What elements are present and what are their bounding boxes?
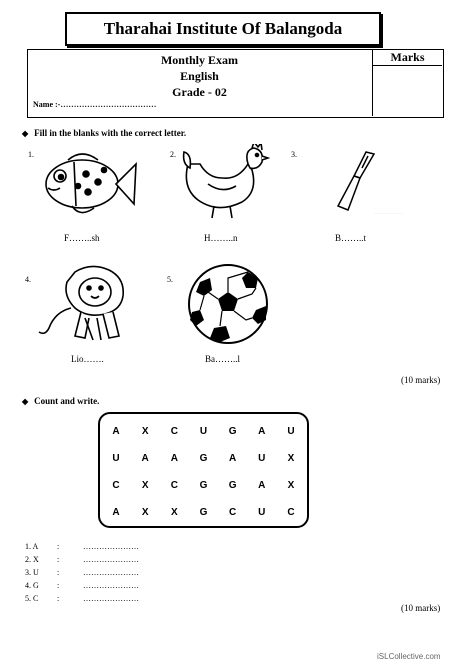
answer-row: [25, 581, 139, 590]
section1-marks: (10 marks): [401, 375, 441, 385]
grid-row: [106, 472, 301, 499]
item-number: 2.: [170, 150, 176, 159]
grid-letter: A: [258, 480, 266, 491]
item-number: 5.: [167, 275, 173, 284]
grid-letter: U: [199, 426, 208, 437]
bullet-icon: ◆: [22, 397, 29, 406]
answer-colon: :: [57, 555, 60, 564]
grid-letter: X: [287, 453, 295, 464]
word-bat: B……..t: [335, 233, 367, 243]
section2-instruction-text: Count and write.: [34, 396, 100, 406]
grid-letter: X: [170, 507, 178, 518]
grid-letter: U: [258, 507, 266, 518]
grid-letter: G: [199, 507, 208, 518]
section1-instruction: [22, 128, 186, 138]
grid-letter: G: [199, 480, 208, 491]
answer-row: [25, 542, 139, 551]
grid-letter: U: [287, 426, 295, 437]
grid-letter: A: [112, 507, 120, 518]
grid-letter: C: [170, 426, 178, 437]
answer-label: 3. U: [25, 568, 39, 577]
section2-instruction: [22, 396, 99, 406]
grid-row: [106, 418, 301, 445]
lion-picture: [35, 262, 135, 344]
fish-picture: [38, 148, 138, 220]
grid-letter: A: [112, 426, 120, 437]
grid-letter: U: [112, 453, 120, 464]
answer-colon: :: [57, 594, 60, 603]
word-hen: H……..n: [204, 233, 238, 243]
grid-letter: X: [141, 480, 149, 491]
answer-blank: …………………: [83, 555, 139, 564]
answer-row: [25, 555, 139, 564]
answer-row: [25, 568, 139, 577]
grid-letter: C: [229, 507, 237, 518]
exam-info: [27, 49, 373, 116]
word-ball: Ba……..l: [205, 354, 240, 364]
grid-letter: G: [228, 426, 237, 437]
exam-subject: English: [180, 69, 219, 83]
grid-letter: A: [141, 453, 149, 464]
answer-label: 5. C: [25, 594, 39, 603]
item-number: 4.: [25, 275, 31, 284]
grid-row: [106, 499, 301, 526]
answer-blank: …………………: [83, 581, 139, 590]
answer-row: [25, 594, 139, 603]
section2-marks: (10 marks): [401, 603, 441, 613]
school-title: Tharahai Institute Of Balangoda: [65, 12, 381, 46]
grid-letter: C: [112, 480, 120, 491]
exam-grade: Grade - 02: [172, 85, 227, 99]
grid-letter: X: [287, 480, 295, 491]
grid-letter: G: [199, 453, 208, 464]
answer-blank: …………………: [83, 568, 139, 577]
grid-letter: X: [141, 426, 149, 437]
letter-grid-box: [98, 412, 309, 528]
ball-picture: [186, 262, 270, 346]
answer-blank: …………………: [83, 594, 139, 603]
grid-letter: X: [141, 507, 149, 518]
grid-row: [106, 445, 301, 472]
cricket-bat-picture: [330, 146, 410, 218]
section1-instruction-text: Fill in the blanks with the correct letter.: [34, 128, 187, 138]
answer-label: 4. G: [25, 581, 39, 590]
marks-label: Marks: [373, 49, 442, 66]
answer-colon: :: [57, 542, 60, 551]
grid-letter: G: [228, 480, 237, 491]
name-field: Name :-………………………………: [33, 100, 157, 109]
grid-letter: C: [287, 507, 295, 518]
answer-colon: :: [57, 568, 60, 577]
grid-letter: U: [258, 453, 266, 464]
grid-letter: A: [170, 453, 178, 464]
answer-colon: :: [57, 581, 60, 590]
grid-letter: A: [258, 426, 266, 437]
answer-label: 1. A: [25, 542, 39, 551]
item-number: 3.: [291, 150, 297, 159]
answer-label: 2. X: [25, 555, 39, 564]
answer-blank: …………………: [83, 542, 139, 551]
word-lion: Lio…….: [71, 354, 104, 364]
word-fish: F……..sh: [64, 233, 100, 243]
item-number: 1.: [28, 150, 34, 159]
letter-grid: [106, 418, 301, 526]
exam-name: Monthly Exam: [160, 53, 238, 67]
bullet-icon: ◆: [22, 129, 29, 138]
hen-picture: [178, 144, 270, 222]
grid-letter: A: [229, 453, 237, 464]
watermark: iSLCollective.com: [377, 652, 441, 661]
grid-letter: C: [170, 480, 178, 491]
svg-text:·····························: ·····························: [374, 211, 403, 215]
